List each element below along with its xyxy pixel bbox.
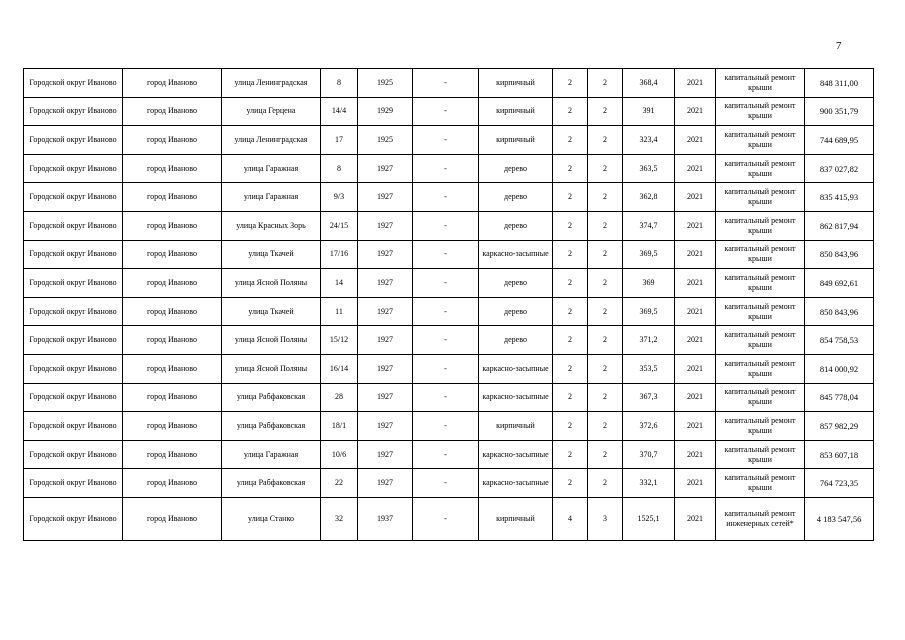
house-number-cell: 15/12 [321, 326, 358, 355]
entrances-cell: 3 [588, 497, 623, 540]
floors-cell: 2 [553, 154, 588, 183]
floors-cell: 2 [553, 183, 588, 212]
entrances-cell: 2 [588, 211, 623, 240]
street-cell: улица Гаражная [222, 440, 321, 469]
cost-cell: 849 692,61 [805, 269, 874, 298]
year-built-cell: 1927 [358, 211, 413, 240]
year-built-cell: 1929 [358, 97, 413, 126]
municipality-cell: Городской округ Иваново [24, 154, 123, 183]
wall-material-cell: каркасно-засыпные [479, 440, 553, 469]
cost-cell: 814 000,92 [805, 354, 874, 383]
municipality-cell: Городской округ Иваново [24, 69, 123, 98]
entrances-cell: 2 [588, 69, 623, 98]
street-cell: улица Ясной Поляны [222, 354, 321, 383]
settlement-cell: город Иваново [123, 469, 222, 498]
year-built-cell: 1927 [358, 469, 413, 498]
municipality-cell: Городской округ Иваново [24, 383, 123, 412]
year-renovation-cell: - [413, 183, 479, 212]
table-row [24, 469, 874, 498]
cost-cell: 854 758,53 [805, 326, 874, 355]
work-type-cell: капитальный ремонт крыши [716, 240, 805, 269]
wall-material-cell: кирпичный [479, 412, 553, 441]
table-row [24, 154, 874, 183]
area-cell: 332,1 [623, 469, 675, 498]
municipality-cell: Городской округ Иваново [24, 297, 123, 326]
floors-cell: 4 [553, 497, 588, 540]
area-cell: 369,5 [623, 297, 675, 326]
table-row [24, 97, 874, 126]
table-row [24, 69, 874, 98]
work-type-cell: капитальный ремонт крыши [716, 183, 805, 212]
table-row [24, 326, 874, 355]
wall-material-cell: каркасно-засыпные [479, 354, 553, 383]
entrances-cell: 2 [588, 183, 623, 212]
table-row [24, 297, 874, 326]
floors-cell: 2 [553, 211, 588, 240]
cost-cell: 850 843,96 [805, 240, 874, 269]
area-cell: 368,4 [623, 69, 675, 98]
wall-material-cell: кирпичный [479, 126, 553, 155]
wall-material-cell: каркасно-засыпные [479, 240, 553, 269]
entrances-cell: 2 [588, 97, 623, 126]
entrances-cell: 2 [588, 469, 623, 498]
work-type-cell: капитальный ремонт крыши [716, 354, 805, 383]
wall-material-cell: каркасно-засыпные [479, 469, 553, 498]
floors-cell: 2 [553, 126, 588, 155]
entrances-cell: 2 [588, 240, 623, 269]
house-number-cell: 18/1 [321, 412, 358, 441]
work-type-cell: капитальный ремонт крыши [716, 440, 805, 469]
floors-cell: 2 [553, 354, 588, 383]
house-number-cell: 16/14 [321, 354, 358, 383]
cost-cell: 853 607,18 [805, 440, 874, 469]
year-built-cell: 1927 [358, 354, 413, 383]
house-number-cell: 8 [321, 154, 358, 183]
wall-material-cell: каркасно-засыпные [479, 383, 553, 412]
work-year-cell: 2021 [675, 126, 716, 155]
street-cell: улица Станко [222, 497, 321, 540]
cost-cell: 837 027,82 [805, 154, 874, 183]
year-built-cell: 1927 [358, 183, 413, 212]
work-type-cell: капитальный ремонт крыши [716, 97, 805, 126]
house-number-cell: 17 [321, 126, 358, 155]
area-cell: 369,5 [623, 240, 675, 269]
area-cell: 369 [623, 269, 675, 298]
year-renovation-cell: - [413, 97, 479, 126]
municipality-cell: Городской округ Иваново [24, 412, 123, 441]
table-row [24, 183, 874, 212]
entrances-cell: 2 [588, 326, 623, 355]
municipality-cell: Городской округ Иваново [24, 211, 123, 240]
area-cell: 1525,1 [623, 497, 675, 540]
year-renovation-cell: - [413, 211, 479, 240]
street-cell: улица Ткачей [222, 297, 321, 326]
work-year-cell: 2021 [675, 269, 716, 298]
year-built-cell: 1927 [358, 383, 413, 412]
entrances-cell: 2 [588, 412, 623, 441]
street-cell: улица Гаражная [222, 154, 321, 183]
house-number-cell: 8 [321, 69, 358, 98]
table-row [24, 126, 874, 155]
year-renovation-cell: - [413, 469, 479, 498]
municipality-cell: Городской округ Иваново [24, 469, 123, 498]
street-cell: улица Красных Зорь [222, 211, 321, 240]
work-type-cell: капитальный ремонт крыши [716, 211, 805, 240]
municipality-cell: Городской округ Иваново [24, 354, 123, 383]
municipality-cell: Городской округ Иваново [24, 240, 123, 269]
entrances-cell: 2 [588, 354, 623, 383]
work-year-cell: 2021 [675, 97, 716, 126]
house-number-cell: 14 [321, 269, 358, 298]
year-renovation-cell: - [413, 497, 479, 540]
street-cell: улица Ясной Поляны [222, 269, 321, 298]
floors-cell: 2 [553, 269, 588, 298]
work-type-cell: капитальный ремонт крыши [716, 154, 805, 183]
year-renovation-cell: - [413, 240, 479, 269]
floors-cell: 2 [553, 412, 588, 441]
area-cell: 367,3 [623, 383, 675, 412]
street-cell: улица Рабфаковская [222, 469, 321, 498]
settlement-cell: город Иваново [123, 183, 222, 212]
house-number-cell: 28 [321, 383, 358, 412]
area-cell: 323,4 [623, 126, 675, 155]
cost-cell: 857 982,29 [805, 412, 874, 441]
settlement-cell: город Иваново [123, 240, 222, 269]
year-built-cell: 1927 [358, 412, 413, 441]
house-number-cell: 10/6 [321, 440, 358, 469]
table-row [24, 412, 874, 441]
year-built-cell: 1927 [358, 297, 413, 326]
floors-cell: 2 [553, 297, 588, 326]
work-type-cell: капитальный ремонт крыши [716, 69, 805, 98]
floors-cell: 2 [553, 97, 588, 126]
wall-material-cell: дерево [479, 269, 553, 298]
year-built-cell: 1927 [358, 440, 413, 469]
table-row [24, 497, 874, 540]
area-cell: 391 [623, 97, 675, 126]
year-renovation-cell: - [413, 354, 479, 383]
house-number-cell: 32 [321, 497, 358, 540]
area-cell: 362,8 [623, 183, 675, 212]
area-cell: 353,5 [623, 354, 675, 383]
settlement-cell: город Иваново [123, 269, 222, 298]
area-cell: 370,7 [623, 440, 675, 469]
year-built-cell: 1925 [358, 69, 413, 98]
municipality-cell: Городской округ Иваново [24, 97, 123, 126]
municipality-cell: Городской округ Иваново [24, 269, 123, 298]
year-built-cell: 1927 [358, 240, 413, 269]
year-built-cell: 1927 [358, 269, 413, 298]
street-cell: улица Рабфаковская [222, 412, 321, 441]
year-renovation-cell: - [413, 269, 479, 298]
wall-material-cell: дерево [479, 211, 553, 240]
floors-cell: 2 [553, 69, 588, 98]
work-year-cell: 2021 [675, 497, 716, 540]
settlement-cell: город Иваново [123, 383, 222, 412]
settlement-cell: город Иваново [123, 126, 222, 155]
house-number-cell: 17/16 [321, 240, 358, 269]
house-number-cell: 24/15 [321, 211, 358, 240]
work-type-cell: капитальный ремонт крыши [716, 412, 805, 441]
cost-cell: 862 817,94 [805, 211, 874, 240]
wall-material-cell: кирпичный [479, 497, 553, 540]
street-cell: улица Гаражная [222, 183, 321, 212]
floors-cell: 2 [553, 240, 588, 269]
municipality-cell: Городской округ Иваново [24, 126, 123, 155]
year-renovation-cell: - [413, 326, 479, 355]
entrances-cell: 2 [588, 383, 623, 412]
settlement-cell: город Иваново [123, 69, 222, 98]
cost-cell: 835 415,93 [805, 183, 874, 212]
area-cell: 374,7 [623, 211, 675, 240]
settlement-cell: город Иваново [123, 412, 222, 441]
work-year-cell: 2021 [675, 154, 716, 183]
table-row [24, 269, 874, 298]
settlement-cell: город Иваново [123, 354, 222, 383]
street-cell: улица Ткачей [222, 240, 321, 269]
settlement-cell: город Иваново [123, 154, 222, 183]
floors-cell: 2 [553, 469, 588, 498]
year-renovation-cell: - [413, 297, 479, 326]
page-number: 7 [836, 40, 842, 52]
house-number-cell: 22 [321, 469, 358, 498]
work-type-cell: капитальный ремонт крыши [716, 269, 805, 298]
year-built-cell: 1927 [358, 154, 413, 183]
house-number-cell: 9/3 [321, 183, 358, 212]
street-cell: улица Герцена [222, 97, 321, 126]
work-type-cell: капитальный ремонт крыши [716, 383, 805, 412]
street-cell: улица Ленинградская [222, 69, 321, 98]
year-built-cell: 1937 [358, 497, 413, 540]
cost-cell: 4 183 547,56 [805, 497, 874, 540]
settlement-cell: город Иваново [123, 497, 222, 540]
area-cell: 371,2 [623, 326, 675, 355]
wall-material-cell: кирпичный [479, 69, 553, 98]
cost-cell: 848 311,00 [805, 69, 874, 98]
work-type-cell: капитальный ремонт крыши [716, 297, 805, 326]
floors-cell: 2 [553, 383, 588, 412]
house-number-cell: 11 [321, 297, 358, 326]
work-type-cell: капитальный ремонт крыши [716, 326, 805, 355]
entrances-cell: 2 [588, 440, 623, 469]
entrances-cell: 2 [588, 297, 623, 326]
work-year-cell: 2021 [675, 469, 716, 498]
street-cell: улица Ленинградская [222, 126, 321, 155]
house-number-cell: 14/4 [321, 97, 358, 126]
work-type-cell: капитальный ремонт крыши [716, 126, 805, 155]
work-type-cell: капитальный ремонт крыши [716, 469, 805, 498]
work-year-cell: 2021 [675, 412, 716, 441]
year-renovation-cell: - [413, 154, 479, 183]
settlement-cell: город Иваново [123, 297, 222, 326]
year-renovation-cell: - [413, 383, 479, 412]
work-year-cell: 2021 [675, 69, 716, 98]
entrances-cell: 2 [588, 269, 623, 298]
street-cell: улица Рабфаковская [222, 383, 321, 412]
work-year-cell: 2021 [675, 440, 716, 469]
table-row [24, 440, 874, 469]
entrances-cell: 2 [588, 154, 623, 183]
work-year-cell: 2021 [675, 383, 716, 412]
work-year-cell: 2021 [675, 297, 716, 326]
municipality-cell: Городской округ Иваново [24, 326, 123, 355]
wall-material-cell: дерево [479, 326, 553, 355]
street-cell: улица Ясной Поляны [222, 326, 321, 355]
settlement-cell: город Иваново [123, 211, 222, 240]
work-year-cell: 2021 [675, 211, 716, 240]
wall-material-cell: кирпичный [479, 97, 553, 126]
table-row [24, 354, 874, 383]
floors-cell: 2 [553, 326, 588, 355]
cost-cell: 900 351,79 [805, 97, 874, 126]
cost-cell: 744 689,95 [805, 126, 874, 155]
cost-cell: 845 778,04 [805, 383, 874, 412]
settlement-cell: город Иваново [123, 440, 222, 469]
year-built-cell: 1927 [358, 326, 413, 355]
year-built-cell: 1925 [358, 126, 413, 155]
floors-cell: 2 [553, 440, 588, 469]
cost-cell: 850 843,96 [805, 297, 874, 326]
area-cell: 363,5 [623, 154, 675, 183]
entrances-cell: 2 [588, 126, 623, 155]
table-row [24, 211, 874, 240]
municipality-cell: Городской округ Иваново [24, 440, 123, 469]
work-type-cell: капитальный ремонт инженерных сетей* [716, 497, 805, 540]
municipality-cell: Городской округ Иваново [24, 183, 123, 212]
cost-cell: 764 723,35 [805, 469, 874, 498]
year-renovation-cell: - [413, 69, 479, 98]
year-renovation-cell: - [413, 126, 479, 155]
area-cell: 372,6 [623, 412, 675, 441]
table-row [24, 240, 874, 269]
table-row [24, 383, 874, 412]
wall-material-cell: дерево [479, 297, 553, 326]
housing-registry-table [23, 68, 874, 541]
year-renovation-cell: - [413, 412, 479, 441]
table-body [24, 69, 874, 541]
wall-material-cell: дерево [479, 183, 553, 212]
settlement-cell: город Иваново [123, 326, 222, 355]
municipality-cell: Городской округ Иваново [24, 497, 123, 540]
year-renovation-cell: - [413, 440, 479, 469]
settlement-cell: город Иваново [123, 97, 222, 126]
work-year-cell: 2021 [675, 326, 716, 355]
work-year-cell: 2021 [675, 183, 716, 212]
wall-material-cell: дерево [479, 154, 553, 183]
work-year-cell: 2021 [675, 240, 716, 269]
work-year-cell: 2021 [675, 354, 716, 383]
